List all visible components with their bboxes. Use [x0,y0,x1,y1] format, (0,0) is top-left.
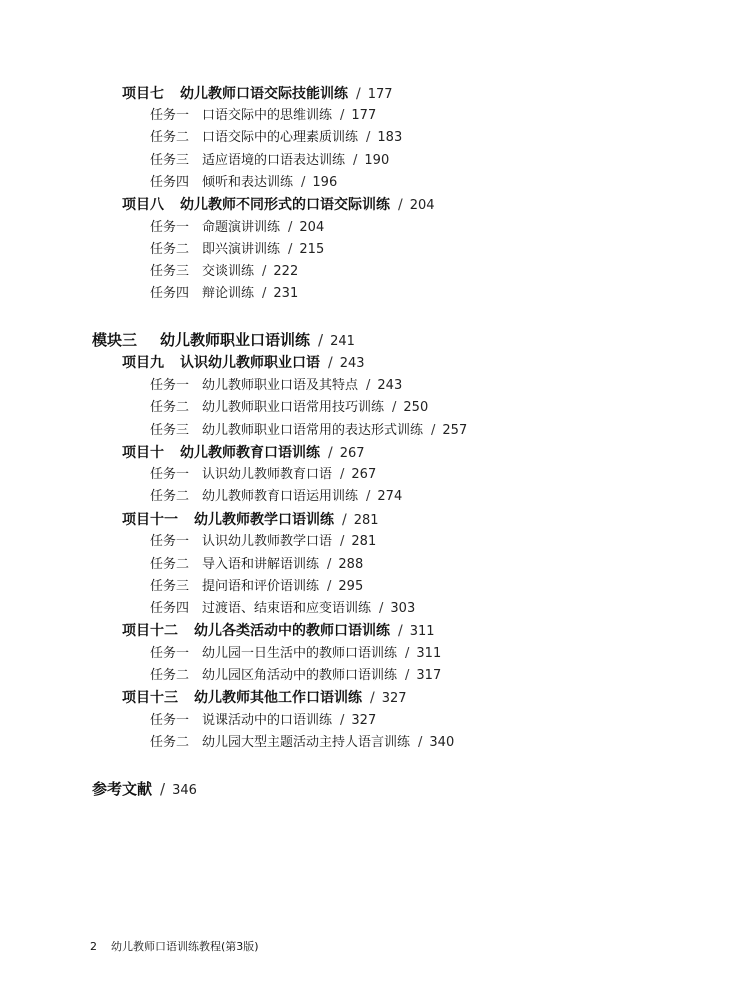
toc-separator: / [340,467,345,482]
toc-page-number: 257 [442,423,468,438]
toc-page-number: 196 [312,175,338,190]
toc-title: 口语交际中的思维训练 [202,108,333,123]
toc-module-3 [92,330,355,352]
toc-label: 任务二 [150,668,190,683]
toc-page-number: 281 [353,513,379,528]
toc-task [150,398,428,418]
toc-title: 幼儿教师教育口语运用训练 [202,489,359,504]
toc-task [150,644,441,664]
toc-title: 导入语和讲解语训练 [202,557,320,572]
page-footer [90,938,259,954]
toc-title: 口语交际中的心理素质训练 [202,130,359,145]
toc-separator: / [366,378,371,393]
toc-separator: / [328,445,333,461]
toc-separator: / [262,286,267,301]
toc-task [150,487,402,507]
toc-label: 任务一 [150,220,190,235]
toc-separator: / [370,690,375,706]
toc-label: 项目九 [122,355,164,371]
toc-separator: / [262,264,267,279]
toc-page-number: 177 [367,87,393,102]
toc-project-12 [122,621,435,642]
toc-page-number: 190 [364,153,390,168]
toc-task [150,421,467,441]
toc-title: 幼儿教师口语交际技能训练 [180,86,348,102]
toc-title: 即兴演讲训练 [202,242,281,257]
toc-project-13 [122,688,407,709]
toc-label: 任务三 [150,579,190,594]
toc-project-9 [122,353,365,374]
toc-title: 幼儿园一日生活中的教师口语训练 [202,646,398,661]
toc-label: 任务四 [150,175,190,190]
toc-task [150,465,376,485]
toc-title: 幼儿教师教学口语训练 [194,512,334,528]
toc-title: 幼儿教师其他工作口语训练 [194,690,362,706]
toc-separator: / [398,623,403,639]
toc-title: 交谈训练 [202,264,255,279]
toc-label: 项目十三 [122,690,178,706]
toc-page-number: 311 [416,646,442,661]
toc-separator: / [392,400,397,415]
toc-separator: / [288,220,293,235]
toc-page-number: 281 [351,534,377,549]
toc-label: 任务一 [150,646,190,661]
toc-page-number: 327 [381,691,407,706]
toc-project-7 [122,84,393,105]
toc-separator: / [327,579,332,594]
toc-title: 幼儿教师不同形式的口语交际训练 [180,197,390,213]
toc-separator: / [318,331,324,349]
toc-page-number: 222 [273,264,299,279]
toc-page-number: 274 [377,489,403,504]
toc-page-number: 250 [403,400,429,415]
toc-task [150,532,376,552]
toc-task [150,599,415,619]
toc-page-number: 231 [273,286,299,301]
toc-separator: / [160,780,166,798]
toc-title: 辩论训练 [202,286,255,301]
toc-label: 任务一 [150,534,190,549]
toc-task [150,733,454,753]
toc-task [150,151,389,171]
toc-page-number: 311 [409,624,435,639]
toc-page-number: 288 [338,557,364,572]
toc-page-number: 340 [429,735,455,750]
toc-task [150,555,363,575]
toc-page-number: 267 [339,446,365,461]
toc-task [150,128,402,148]
toc-separator: / [398,197,403,213]
toc-label: 任务一 [150,467,190,482]
toc-separator: / [340,534,345,549]
toc-page-number: 295 [338,579,364,594]
toc-label: 项目十二 [122,623,178,639]
toc-label: 任务二 [150,557,190,572]
toc-separator: / [405,646,410,661]
toc-separator: / [301,175,306,190]
toc-page-number: 204 [409,198,435,213]
toc-separator: / [342,512,347,528]
toc-title: 命题演讲训练 [202,220,281,235]
toc-label: 任务三 [150,153,190,168]
toc-task [150,666,441,686]
toc-page-number: 241 [330,334,355,349]
toc-title: 幼儿各类活动中的教师口语训练 [194,623,390,639]
toc-label: 项目十 [122,445,164,461]
toc-label: 任务二 [150,489,190,504]
toc-page-number: 204 [299,220,325,235]
toc-page-number: 243 [377,378,403,393]
toc-page-number: 317 [416,668,442,683]
toc-title: 倾听和表达训练 [202,175,294,190]
toc-task [150,577,363,597]
toc-label: 任务二 [150,242,190,257]
toc-separator: / [366,489,371,504]
toc-title: 幼儿教师教育口语训练 [180,445,320,461]
toc-separator: / [327,557,332,572]
toc-project-11 [122,510,379,531]
toc-title: 过渡语、结束语和应变语训练 [202,601,372,616]
toc-page-number: 303 [390,601,416,616]
toc-separator: / [340,108,345,123]
toc-label: 任务一 [150,108,190,123]
toc-separator: / [353,153,358,168]
toc-title: 幼儿园区角活动中的教师口语训练 [202,668,398,683]
toc-page-number: 243 [339,356,365,371]
toc-label: 任务二 [150,735,190,750]
toc-label: 任务二 [150,130,190,145]
toc-label: 任务三 [150,264,190,279]
toc-separator: / [288,242,293,257]
toc-title: 认识幼儿教师教学口语 [202,534,333,549]
toc-task [150,376,402,396]
toc-page-number: 327 [351,713,377,728]
toc-page-number: 267 [351,467,377,482]
toc-page-number: 215 [299,242,325,257]
toc-separator: / [328,355,333,371]
toc-page-number: 183 [377,130,403,145]
footer-page-number: 2 [90,940,97,953]
toc-project-8 [122,195,435,216]
toc-title: 幼儿教师职业口语及其特点 [202,378,359,393]
toc-task [150,284,298,304]
toc-title: 适应语境的口语表达训练 [202,153,346,168]
toc-label: 任务二 [150,400,190,415]
toc-task [150,711,376,731]
toc-project-10 [122,443,365,464]
toc-separator: / [356,86,361,102]
toc-title: 幼儿教师职业口语训练 [160,331,311,349]
toc-task [150,240,324,260]
toc-label: 任务四 [150,286,190,301]
toc-label: 项目十一 [122,512,178,528]
toc-label: 任务一 [150,378,190,393]
toc-separator: / [431,423,436,438]
toc-page-number: 177 [351,108,377,123]
toc-task [150,173,337,193]
toc-label: 任务四 [150,601,190,616]
toc-label: 项目七 [122,86,164,102]
toc-separator: / [405,668,410,683]
toc-label: 项目八 [122,197,164,213]
toc-label: 模块三 [92,331,138,349]
toc-title: 幼儿教师职业口语常用技巧训练 [202,400,385,415]
toc-title: 认识幼儿教师教育口语 [202,467,333,482]
toc-page-number: 346 [172,783,197,798]
toc-references [92,779,197,801]
toc-separator: / [418,735,423,750]
toc-task [150,106,376,126]
toc-separator: / [379,601,384,616]
toc-separator: / [366,130,371,145]
toc-title: 认识幼儿教师职业口语 [180,355,320,371]
toc-label: 任务一 [150,713,190,728]
footer-book-title: 幼儿教师口语训练教程(第3版) [111,940,259,953]
toc-title: 幼儿园大型主题活动主持人语言训练 [202,735,411,750]
toc-title: 提问语和评价语训练 [202,579,320,594]
toc-label: 任务三 [150,423,190,438]
toc-task [150,218,324,238]
toc-title: 说课活动中的口语训练 [202,713,333,728]
toc-title: 幼儿教师职业口语常用的表达形式训练 [202,423,424,438]
toc-label: 参考文献 [92,780,153,798]
toc-separator: / [340,713,345,728]
toc-task [150,262,298,282]
